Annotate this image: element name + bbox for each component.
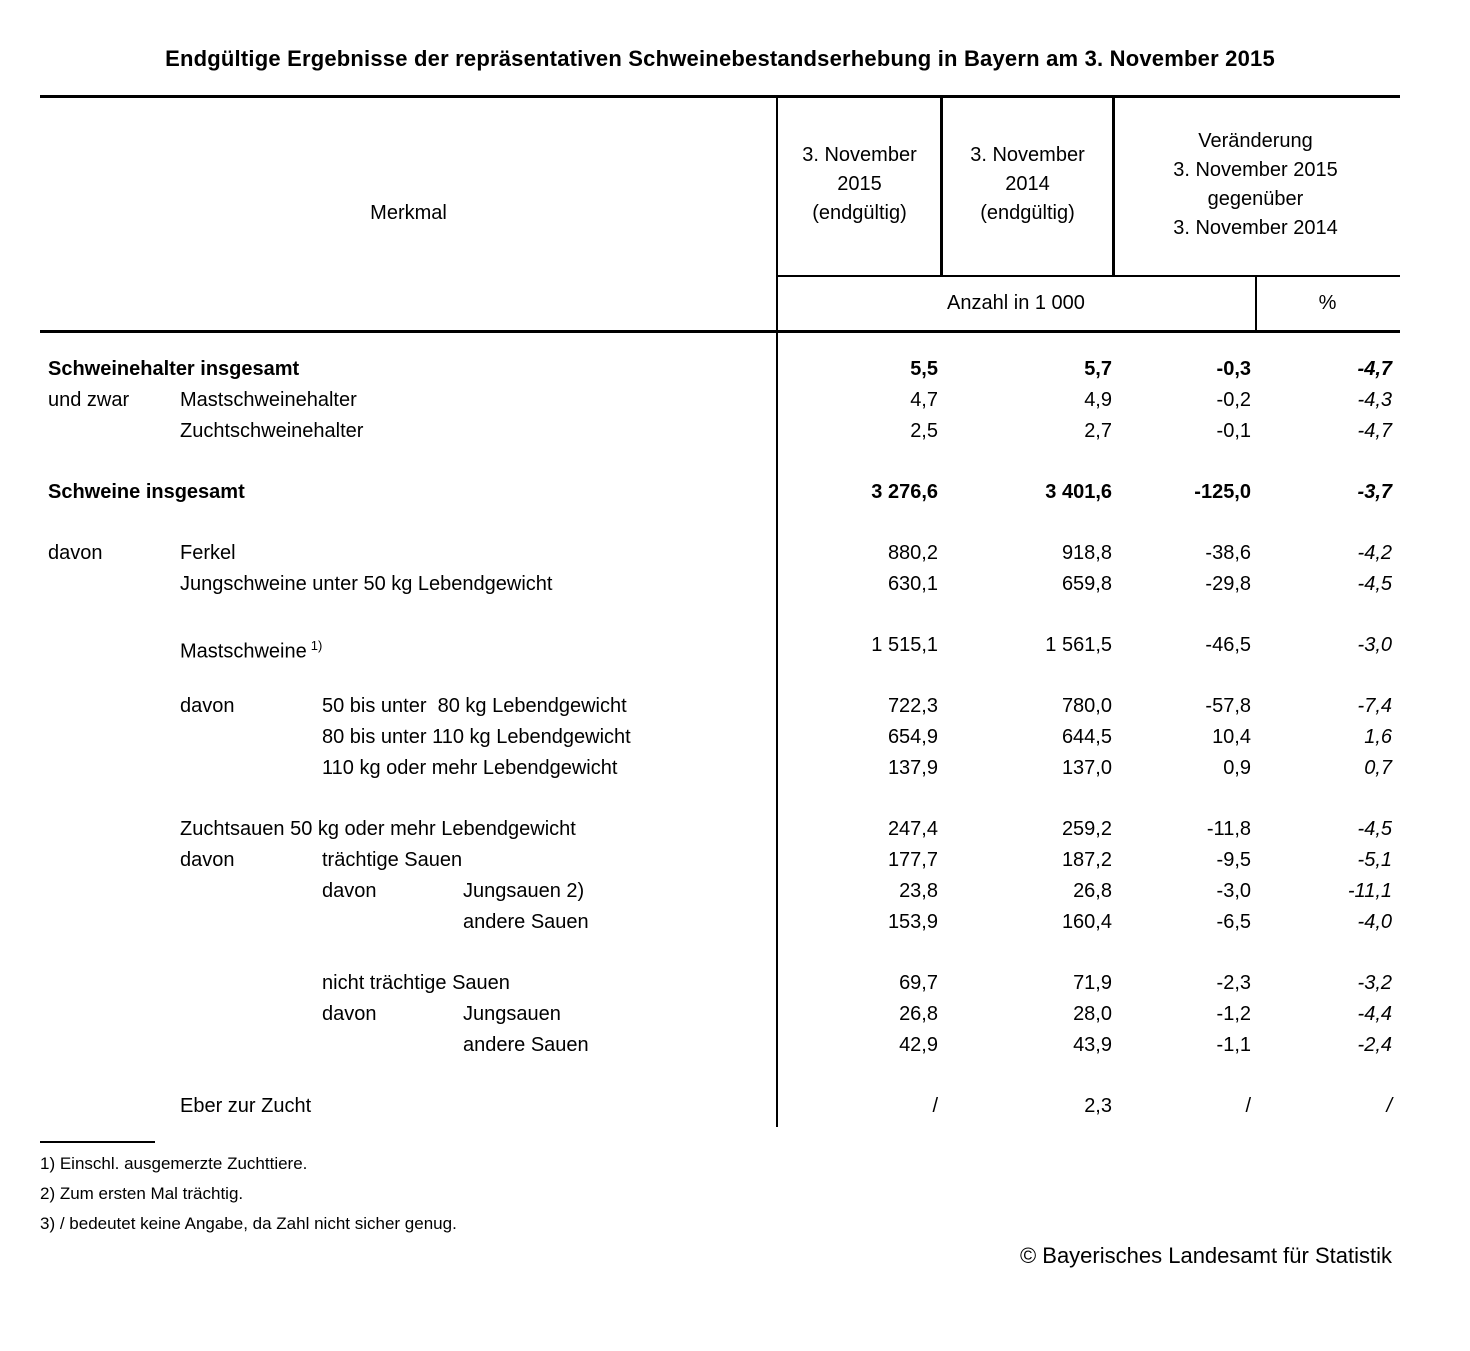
- value-change-abs: /: [1245, 1095, 1251, 1117]
- table-row: [0, 538, 1470, 569]
- table-row: [0, 354, 1470, 385]
- value-change-abs: -0,1: [1216, 420, 1251, 442]
- footnote: 1) Einschl. ausgemerzte Zuchttiere.: [40, 1154, 308, 1173]
- footnote: 2) Zum ersten Mal trächtig.: [40, 1184, 244, 1203]
- column-header-2015: [779, 141, 940, 228]
- column-header-change: [1113, 127, 1398, 243]
- unit-header-percent: %: [1318, 292, 1337, 314]
- table-row: [0, 999, 1470, 1030]
- value-change-abs: -11,8: [1206, 818, 1251, 840]
- value-2015: 153,9: [887, 911, 938, 933]
- column-header-2014: [943, 141, 1112, 228]
- copyright-notice: © Bayerisches Landesamt für Statistik: [1019, 1243, 1392, 1268]
- column-header-change-line: gegenüber: [1207, 188, 1304, 210]
- value-change-abs: -3,0: [1216, 880, 1251, 902]
- row-label: Mastschweine $^{1)}$: [180, 638, 323, 663]
- value-change-abs: 10,4: [1212, 726, 1251, 748]
- value-2014: 259,2: [1061, 818, 1112, 840]
- value-change-pct: /: [1386, 1095, 1392, 1117]
- value-2015: 722,3: [887, 695, 938, 717]
- table-row: [0, 691, 1470, 722]
- value-2014: 5,7: [1084, 358, 1112, 380]
- value-change-pct: -3,2: [1357, 972, 1392, 994]
- value-2015: 880,2: [887, 542, 938, 564]
- footnote: 3) / bedeutet keine Angabe, da Zahl nicht sicher genug.: [40, 1214, 457, 1233]
- value-change-pct: -11,1: [1347, 880, 1392, 902]
- value-change-pct: -4,7: [1357, 358, 1392, 380]
- column-header-2015-line: (endgültig): [812, 202, 907, 224]
- value-2015: 247,4: [887, 818, 938, 840]
- value-2015: 69,7: [899, 972, 938, 994]
- table-row: [0, 907, 1470, 938]
- row-label: Ferkel: [180, 542, 236, 564]
- value-change-abs: -125,0: [1194, 481, 1251, 503]
- value-2015: 630,1: [887, 573, 938, 595]
- value-change-abs: -57,8: [1205, 695, 1251, 717]
- value-2015: 3 276,6: [871, 481, 938, 503]
- value-change-abs: -0,2: [1216, 389, 1251, 411]
- value-2014: 71,9: [1073, 972, 1112, 994]
- value-2014: 659,8: [1061, 573, 1112, 595]
- value-change-abs: -9,5: [1216, 849, 1251, 871]
- row-label: Schweinehalter insgesamt: [48, 358, 300, 380]
- row-label: Eber zur Zucht: [180, 1095, 312, 1117]
- table-row: [0, 416, 1470, 447]
- value-change-abs: -1,2: [1216, 1003, 1251, 1025]
- value-change-pct: -4,4: [1357, 1003, 1392, 1025]
- value-2015: /: [932, 1095, 938, 1117]
- value-2015: 177,7: [887, 849, 938, 871]
- footnote-ref: 1): [310, 638, 323, 653]
- row-label: andere Sauen: [463, 911, 589, 933]
- row-prefix: davon: [180, 695, 235, 717]
- value-change-abs: -0,3: [1216, 358, 1251, 380]
- page-title: Endgültige Ergebnisse der repräsentativen Schweinebestandserhebung in Bayern am 3. November 2015: [165, 46, 1275, 71]
- column-header-change-line: Veränderung: [1198, 130, 1313, 152]
- value-2014: 1 561,5: [1045, 634, 1112, 656]
- value-2014: 43,9: [1073, 1034, 1112, 1056]
- row-label: 50 bis unter 80 kg Lebendgewicht: [322, 695, 627, 717]
- row-label: Schweine insgesamt: [48, 481, 245, 503]
- column-header-change-line: 3. November 2014: [1173, 217, 1338, 239]
- row-label: Zuchtsauen 50 kg oder mehr Lebendgewicht: [180, 818, 576, 840]
- value-change-pct: 0,7: [1364, 757, 1392, 779]
- table-body: [0, 354, 1470, 1122]
- row-prefix: und zwar: [48, 389, 130, 411]
- column-header-change-line: 3. November 2015: [1173, 159, 1338, 181]
- row-label: Zuchtschweinehalter: [180, 420, 364, 442]
- footnotes: [40, 1149, 940, 1239]
- table-row: [0, 630, 1470, 661]
- value-2014: 644,5: [1061, 726, 1112, 748]
- value-change-pct: -4,3: [1357, 389, 1392, 411]
- table-row: [0, 722, 1470, 753]
- column-header-2015-line: 3. November: [802, 144, 917, 166]
- value-2014: 26,8: [1073, 880, 1112, 902]
- column-header-2015-line: 2015: [837, 173, 882, 195]
- header-subdivider: [777, 275, 1400, 277]
- value-2015: 23,8: [899, 880, 938, 902]
- value-2014: 2,7: [1084, 420, 1112, 442]
- value-2014: 780,0: [1061, 695, 1112, 717]
- value-2015: 1 515,1: [871, 634, 938, 656]
- value-change-pct: -4,2: [1357, 542, 1392, 564]
- value-change-pct: -4,5: [1357, 573, 1392, 595]
- row-label: nicht trächtige Sauen: [322, 972, 510, 994]
- row-label: 110 kg oder mehr Lebendgewicht: [322, 757, 618, 779]
- value-2015: 5,5: [910, 358, 938, 380]
- table-row: [0, 968, 1470, 999]
- row-prefix: davon: [322, 880, 377, 902]
- value-2014: 137,0: [1061, 757, 1112, 779]
- row-label: trächtige Sauen: [322, 849, 463, 871]
- value-2015: 2,5: [910, 420, 938, 442]
- value-2015: 137,9: [887, 757, 938, 779]
- value-change-abs: -2,3: [1216, 972, 1251, 994]
- value-change-abs: -29,8: [1205, 573, 1251, 595]
- table-row: [0, 845, 1470, 876]
- value-2015: 26,8: [899, 1003, 938, 1025]
- table-row: [0, 385, 1470, 416]
- table-border-top: [40, 95, 1400, 98]
- column-header-2014-line: 2014: [1005, 173, 1050, 195]
- value-change-pct: -7,4: [1357, 695, 1392, 717]
- value-2015: 42,9: [899, 1034, 938, 1056]
- column-header-merkmal: Merkmal: [370, 202, 447, 224]
- value-2014: 187,2: [1061, 849, 1112, 871]
- value-2015: 4,7: [910, 389, 938, 411]
- row-prefix: davon: [48, 542, 103, 564]
- row-label: Jungsauen: [463, 1003, 561, 1025]
- value-change-abs: 0,9: [1223, 757, 1251, 779]
- table-row: [0, 753, 1470, 784]
- row-label: Jungsauen 2): [463, 880, 585, 902]
- value-change-abs: -46,5: [1205, 634, 1251, 656]
- value-2014: 918,8: [1061, 542, 1112, 564]
- value-change-pct: -4,5: [1357, 818, 1392, 840]
- table-row: [0, 876, 1470, 907]
- table-row: [0, 477, 1470, 508]
- table-row: [0, 814, 1470, 845]
- row-prefix: davon: [180, 849, 235, 871]
- value-change-pct: -4,7: [1357, 420, 1392, 442]
- table-row: [0, 1030, 1470, 1061]
- table-header-border-bottom: [40, 330, 1400, 333]
- row-label: andere Sauen: [463, 1034, 589, 1056]
- column-header-2014-line: (endgültig): [980, 202, 1075, 224]
- row-label: Mastschweinehalter: [180, 389, 357, 411]
- value-change-abs: -38,6: [1205, 542, 1251, 564]
- row-label: 80 bis unter 110 kg Lebendgewicht: [322, 726, 631, 748]
- table-row: [0, 569, 1470, 600]
- table-row: [0, 1091, 1470, 1122]
- value-2015: 654,9: [887, 726, 938, 748]
- column-header-2014-line: 3. November: [970, 144, 1085, 166]
- value-change-pct: 1,6: [1364, 726, 1392, 748]
- value-2014: 28,0: [1073, 1003, 1112, 1025]
- value-2014: 3 401,6: [1045, 481, 1112, 503]
- value-change-abs: -1,1: [1216, 1034, 1251, 1056]
- row-prefix: davon: [322, 1003, 377, 1025]
- value-change-pct: -3,7: [1357, 481, 1392, 503]
- value-2014: 2,3: [1084, 1095, 1112, 1117]
- footnote-divider: [40, 1141, 155, 1143]
- value-change-pct: -2,4: [1357, 1034, 1392, 1056]
- value-2014: 160,4: [1061, 911, 1112, 933]
- value-change-pct: -3,0: [1357, 634, 1392, 656]
- value-change-pct: -5,1: [1357, 849, 1392, 871]
- unit-header-count: Anzahl in 1 000: [947, 292, 1085, 314]
- value-change-abs: -6,5: [1216, 911, 1251, 933]
- value-change-pct: -4,0: [1357, 911, 1392, 933]
- row-label: Jungschweine unter 50 kg Lebendgewicht: [180, 573, 553, 595]
- value-2014: 4,9: [1084, 389, 1112, 411]
